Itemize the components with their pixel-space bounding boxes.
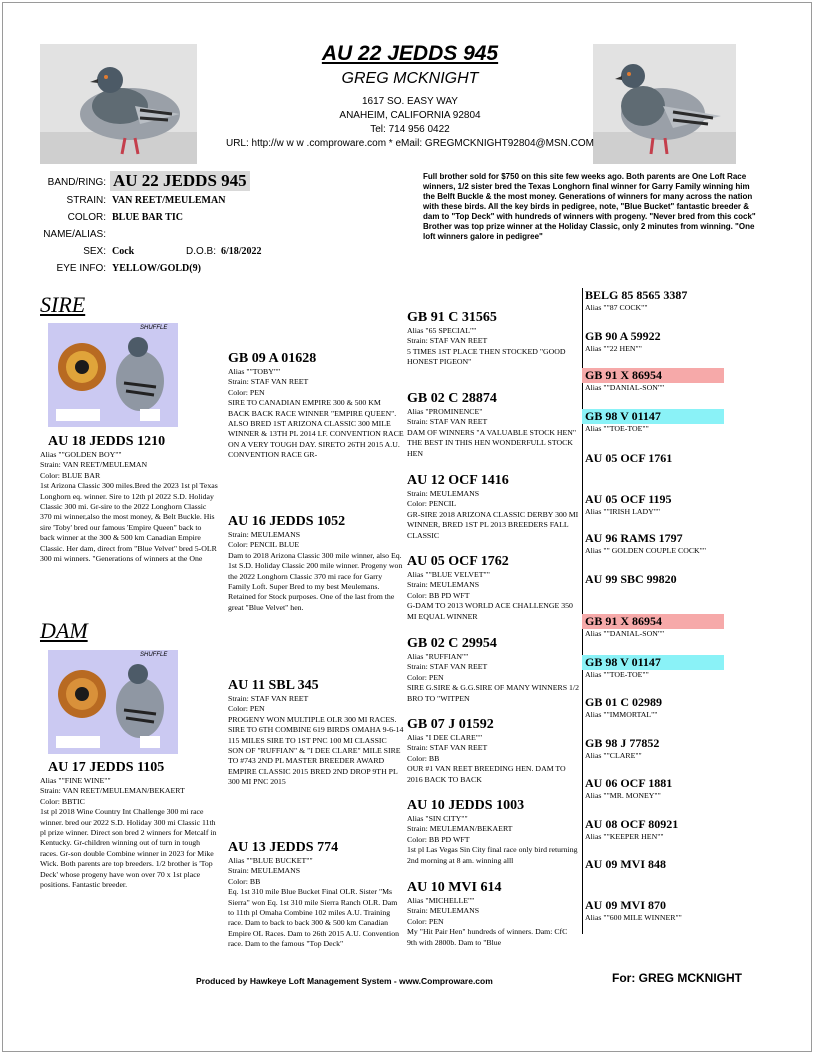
gen3-strain: Strain: STAF VAN REET bbox=[407, 417, 488, 427]
gen2-record bbox=[228, 513, 404, 643]
gen3-alias: Alias "SIN CITY"" bbox=[407, 814, 468, 823]
gen4-band: AU 05 OCF 1761 bbox=[585, 451, 673, 465]
gen3-alias: Alias "I DEE CLARE"" bbox=[407, 733, 483, 742]
gen2-strain: Strain: MEULEMANS bbox=[228, 530, 301, 539]
gen4-band: AU 99 SBC 99820 bbox=[585, 572, 677, 586]
gen3-strain: Strain: MEULEMAN/BEKAERT bbox=[407, 824, 513, 834]
dam-heading: DAM bbox=[40, 618, 88, 643]
gen4-record bbox=[582, 736, 724, 761]
gen4-band: GB 91 X 86954 bbox=[582, 614, 724, 629]
gen3-color: Color: BB PD WFT bbox=[407, 590, 470, 600]
gen3-notes: DAM OF WINNERS "A VALUABLE STOCK HEN" THE BEST IN THIS HEN WONDERFULL STOCK HEN bbox=[407, 427, 577, 458]
gen2-notes: Dam to 2018 Arizona Classic 300 mile winner, also Eq. 1st S.D. Holiday Classic 200 mile winner. Progeny won the 2022 Longhorn Classic 370 mi race for Garry Family Loft. Super Bred to my best Meulemans. Retained for Stock purposes. One of the last from the great "Blue Velvet" hen. bbox=[228, 550, 403, 612]
gen2-strain: Strain: STAF VAN REET bbox=[228, 377, 309, 387]
gen4-record bbox=[582, 655, 724, 680]
color-value: BLUE BAR TIC bbox=[112, 212, 183, 223]
gen3-band: AU 12 OCF 1416 bbox=[407, 473, 509, 488]
telephone: Tel: 714 956 0422 bbox=[370, 124, 450, 135]
sire-strain: Strain: VAN REET/MEULEMAN bbox=[40, 460, 148, 470]
produced-by-footer: Produced by Hawkeye Loft Management System - www.Comproware.com bbox=[196, 976, 493, 986]
gen3-color: Color: BB PD WFT bbox=[407, 834, 470, 844]
sire-photo bbox=[48, 323, 178, 427]
gen2-color: Color: PENCIL BLUE bbox=[228, 540, 300, 550]
gen3-color: Color: PEN bbox=[407, 916, 444, 926]
gen4-alias: Alias ""MR. MONEY"" bbox=[585, 791, 661, 800]
dam-photo bbox=[48, 650, 178, 754]
dam-color: Color: BBTIC bbox=[40, 796, 85, 806]
gen3-band: GB 02 C 28874 bbox=[407, 391, 497, 406]
gen3-notes: G-DAM TO 2013 WORLD ACE CHALLENGE 350 MI EQUAL WINNER bbox=[407, 601, 573, 621]
gen3-strain: Strain: STAF VAN REET bbox=[407, 662, 488, 672]
dam-record bbox=[40, 759, 218, 939]
gen3-notes: 1st pl Las Vegas Sin City final race only bird returning 2nd morning at 8 am. winning alll bbox=[407, 845, 578, 865]
gen3-band: GB 07 J 01592 bbox=[407, 717, 494, 732]
dam-band: AU 17 JEDDS 1105 bbox=[48, 760, 165, 775]
gen4-record bbox=[582, 776, 724, 801]
gen4-alias: Alias ""IRISH LADY"" bbox=[585, 507, 661, 516]
gen2-band: AU 16 JEDDS 1052 bbox=[228, 514, 346, 529]
gen4-record bbox=[582, 857, 724, 872]
sire-alias: Alias ""GOLDEN BOY"" bbox=[40, 450, 122, 459]
gen3-color: Color: PEN bbox=[407, 672, 444, 682]
gen3-strain: Strain: MEULEMANS bbox=[407, 906, 480, 916]
gen4-record bbox=[582, 898, 724, 923]
address-line-2: ANAHEIM, CALIFORNIA 92804 bbox=[339, 110, 481, 121]
gen4-record bbox=[582, 288, 724, 313]
gen3-band: GB 91 C 31565 bbox=[407, 310, 497, 325]
gen3-record bbox=[407, 879, 579, 963]
gen4-alias: Alias ""22 HEN"" bbox=[585, 344, 642, 353]
gen2-band: AU 13 JEDDS 774 bbox=[228, 840, 339, 855]
gen3-strain: Strain: STAF VAN REET bbox=[407, 336, 488, 346]
gen3-alias: Alias ""BLUE VELVET"" bbox=[407, 570, 490, 579]
gen4-alias: Alias ""87 COCK"" bbox=[585, 303, 648, 312]
gen4-record bbox=[582, 531, 724, 556]
sex-value: Cock bbox=[112, 246, 135, 257]
gen2-record bbox=[228, 350, 404, 496]
gen4-alias: Alias ""DANIAL-SON"" bbox=[585, 629, 665, 638]
pedigree-title: AU 22 JEDDS 945 bbox=[321, 42, 499, 65]
gen4-band: GB 98 V 01147 bbox=[582, 655, 724, 670]
gen2-strain: Strain: MEULEMANS bbox=[228, 866, 301, 876]
sire-band: AU 18 JEDDS 1210 bbox=[48, 434, 166, 449]
gen3-record bbox=[407, 390, 579, 470]
gen2-strain: Strain: STAF VAN REET bbox=[228, 694, 309, 703]
gen4-record bbox=[582, 329, 724, 354]
gen4-alias: Alias ""TOE-TOE"" bbox=[585, 670, 649, 679]
sire-record bbox=[40, 433, 218, 609]
gen4-band: GB 98 V 01147 bbox=[582, 409, 724, 424]
strain-label: STRAIN: bbox=[66, 195, 106, 206]
gen2-color: Color: PEN bbox=[228, 387, 265, 397]
address-line-1: 1617 SO. EASY WAY bbox=[362, 96, 458, 107]
gen3-band: AU 10 JEDDS 1003 bbox=[407, 798, 525, 813]
dam-notes: 1st pl 2018 Wine Country Int Challenge 300 mi race winner. bred our 2022 S.D. Holiday 300 mi Classic 11th pl prize winner. Direct son bred 2 winners for Metcalf in Kentucky. Gr-children winning out of turn in tough races. Gr-son double Combine winner in 2023 for Mike Wick. Both parents are top breeders. 1/2 brother is 'Top Deck' whose progeny have won over 70 x 1st place positions. Fantastic breeder. bbox=[40, 807, 217, 890]
gen3-record bbox=[407, 309, 579, 387]
sire-notes: 1st Arizona Classic 300 miles.Bred the 2023 1st pl Texas Longhorn eq. winner. Sire to 12th pl 2022 S.D. Holiday Classic 300 mi. Gr-sire to the 2022 Longhorn Classic 370 mi winner,also the most money, & Belt Buckle. His sire 'Toby' bred our famous 'Empire Queen" back to back winner at the 300 & 500 km Canadian Empire Classic. Her dam, direct from "Blue Velvet" bred 5-OLR 300 mi winners. "Generations of winners at the One bbox=[40, 481, 218, 564]
gen3-record bbox=[407, 472, 579, 552]
gen2-band: AU 11 SBL 345 bbox=[228, 678, 319, 693]
gen4-record bbox=[582, 572, 724, 587]
gen4-alias: Alias ""DANIAL-SON"" bbox=[585, 383, 665, 392]
gen4-record bbox=[582, 614, 724, 639]
gen4-record bbox=[582, 409, 724, 434]
gen4-record bbox=[582, 368, 724, 393]
gen2-band: GB 09 A 01628 bbox=[228, 351, 317, 366]
color-label: COLOR: bbox=[67, 212, 106, 223]
gen2-alias: Alias ""BLUE BUCKET"" bbox=[228, 856, 313, 865]
dam-photo-stamp: SHUFFLE bbox=[140, 652, 168, 658]
gen3-notes: My "Hit Pair Hen" hundreds of winners. Dam: CfC 9th with 2800b. Dam to "Blue bbox=[407, 927, 568, 947]
gen4-band: AU 09 MVI 848 bbox=[585, 857, 666, 871]
band-value: AU 22 JEDDS 945 bbox=[110, 171, 250, 191]
dob-value: 6/18/2022 bbox=[221, 246, 262, 257]
gen4-alias: Alias ""KEEPER HEN"" bbox=[585, 832, 664, 841]
gen3-band: GB 02 C 29954 bbox=[407, 636, 497, 651]
gen4-band: AU 05 OCF 1195 bbox=[585, 492, 672, 506]
gen4-alias: Alias ""IMMORTAL"" bbox=[585, 710, 658, 719]
gen4-band: GB 90 A 59922 bbox=[585, 329, 661, 343]
gen3-record bbox=[407, 716, 579, 796]
eye-info-label: EYE INFO: bbox=[56, 263, 106, 274]
gen4-band: AU 06 OCF 1881 bbox=[585, 776, 673, 790]
gen3-strain: Strain: MEULEMANS bbox=[407, 489, 480, 498]
gen4-record bbox=[582, 817, 724, 842]
gen3-notes: GR-SIRE 2018 ARIZONA CLASSIC DERBY 300 MI WINNER, BRED 1ST PL 2013 BREEDERS FALL CLASSIC bbox=[407, 509, 579, 540]
gen4-record bbox=[582, 492, 724, 517]
gen3-color: Color: PENCIL bbox=[407, 499, 457, 509]
gen2-color: Color: PEN bbox=[228, 704, 265, 714]
gen2-record bbox=[228, 677, 404, 823]
gen2-notes: PROGENY WON MULTIPLE OLR 300 MI RACES. SIRE TO 6TH COMBINE 619 BIRDS OMAHA 9-6-14 115 MILES SIRE TO 1ST PNC 100 MI CLASSIC SON OF "RUFFIAN" & "I DEE CLARE" MILE SIRE TO #743 2ND PL MASTER BREEDER AWARD EMPIRE CLASSIC 2015 BRED 2ND DROP 9TH PL 300 MI PNC 2015 bbox=[228, 714, 404, 787]
gen2-color: Color: BB bbox=[228, 876, 261, 886]
gen2-notes: Eq. 1st 310 mile Blue Bucket Final OLR. Sister "Ms Sierra" won Eq. 1st 310 mile Sierra Ranch OLR. Dam to 11th pl Omaha Combine 102 miles A.U. Training race. Dam to back to back 300 & 500 km Canadian Empire OL Races. Dam to 26th 2015 A.U. Convention race. Dam to the famous "Top Deck" bbox=[228, 887, 400, 949]
gen4-band: AU 09 MVI 870 bbox=[585, 898, 666, 912]
gen3-strain: Strain: MEULEMANS bbox=[407, 580, 480, 590]
gen3-strain: Strain: STAF VAN REET bbox=[407, 743, 488, 753]
gen3-notes: SIRE G.SIRE & G.G.SIRE OF MANY WINNERS 1/2 BRO TO "WITPEN bbox=[407, 683, 579, 703]
contact-line: URL: http://w w w .comproware.com * eMail: GREGMCKNIGHT92804@MSN.COM bbox=[225, 138, 594, 149]
owner-name: GREG MCKNIGHT bbox=[341, 70, 479, 87]
gen2-record bbox=[228, 839, 404, 977]
eye-info-value: YELLOW/GOLD(9) bbox=[112, 263, 201, 274]
gen3-band: AU 05 OCF 1762 bbox=[407, 554, 509, 569]
prepared-for: For: GREG MCKNIGHT bbox=[612, 971, 742, 985]
gen4-alias: Alias "" GOLDEN COUPLE COCK"" bbox=[585, 546, 707, 555]
sire-photo-stamp: SHUFFLE bbox=[140, 325, 168, 331]
strain-value: VAN REET/MEULEMAN bbox=[112, 195, 226, 206]
gen4-band: BELG 85 8565 3387 bbox=[585, 288, 688, 302]
gen2-notes: SIRE TO CANADIAN EMPIRE 300 & 500 KM BACK BACK RACE WINNER "EMPIRE QUEEN". ALSO BRED 1ST ARIZONA CLASSIC 300 MILE WINNER & 13TH PL 2014 I.F. CONVENTION RACE ON A VERY TOUGH DAY. SIRETO 26TH 2015 A.U. CONVENTION RACE GR- bbox=[228, 398, 404, 460]
gen3-alias: Alias "RUFFIAN"" bbox=[407, 652, 469, 661]
sire-color: Color: BLUE BAR bbox=[40, 470, 101, 480]
gen3-alias: Alias "65 SPECIAL"" bbox=[407, 326, 477, 335]
gen3-alias: Alias "MICHELLE"" bbox=[407, 896, 475, 905]
gen3-record bbox=[407, 635, 579, 715]
gen3-record bbox=[407, 797, 579, 877]
gen2-alias: Alias ""TOBY"" bbox=[228, 367, 281, 376]
gen3-color: Color: BB bbox=[407, 753, 440, 763]
gen4-band: GB 91 X 86954 bbox=[582, 368, 724, 383]
gen4-record bbox=[582, 451, 724, 466]
dam-strain: Strain: VAN REET/MEULEMAN/BEKAERT bbox=[40, 786, 185, 796]
gen4-band: AU 08 OCF 80921 bbox=[585, 817, 679, 831]
band-label: BAND/RING: bbox=[47, 177, 106, 188]
gen4-record bbox=[582, 695, 724, 720]
gen3-band: AU 10 MVI 614 bbox=[407, 880, 502, 895]
gen4-band: GB 98 J 77852 bbox=[585, 736, 660, 750]
sire-heading: SIRE bbox=[40, 292, 86, 317]
gen3-record bbox=[407, 553, 579, 633]
sex-label: SEX: bbox=[83, 246, 106, 257]
dob-label: D.O.B: bbox=[186, 246, 217, 257]
gen3-notes: 5 TIMES 1ST PLACE THEN STOCKED "GOOD HONEST PIGEON" bbox=[407, 346, 566, 367]
gen3-alias: Alias "PROMINENCE" bbox=[407, 407, 483, 416]
summary-text: Full brother sold for $750 on this site few weeks ago. Both parents are One Loft Race winners, 1/2 sister bred the Texas Longhorn final winner for Garry Family winning him the Belft Buckle & the most money. Generations of winners for many across the nation with these birds. All the key birds in pedigree, note, "Blue Bucket" fantastic breeder & dam to "Top Deck" with hundreds of winners with progeny. "Never bred from this cock" Brother was top prize winner at the Holiday Classic, only 2 minutes from winning. "One loft winners galore in pedigree" bbox=[423, 172, 756, 241]
gen3-notes: OUR #1 VAN REET BREEDING HEN. DAM TO 2016 BACK TO BACK bbox=[407, 764, 566, 784]
gen4-band: AU 96 RAMS 1797 bbox=[585, 531, 683, 545]
name-alias-label: NAME/ALIAS: bbox=[43, 229, 106, 240]
gen4-alias: Alias ""TOE-TOE"" bbox=[585, 424, 649, 433]
gen4-band: GB 01 C 02989 bbox=[585, 695, 663, 709]
gen4-alias: Alias ""CLARE"" bbox=[585, 751, 642, 760]
dam-alias: Alias ""FINE WINE"" bbox=[40, 776, 111, 785]
gen4-alias: Alias ""600 MILE WINNER"" bbox=[585, 913, 682, 922]
